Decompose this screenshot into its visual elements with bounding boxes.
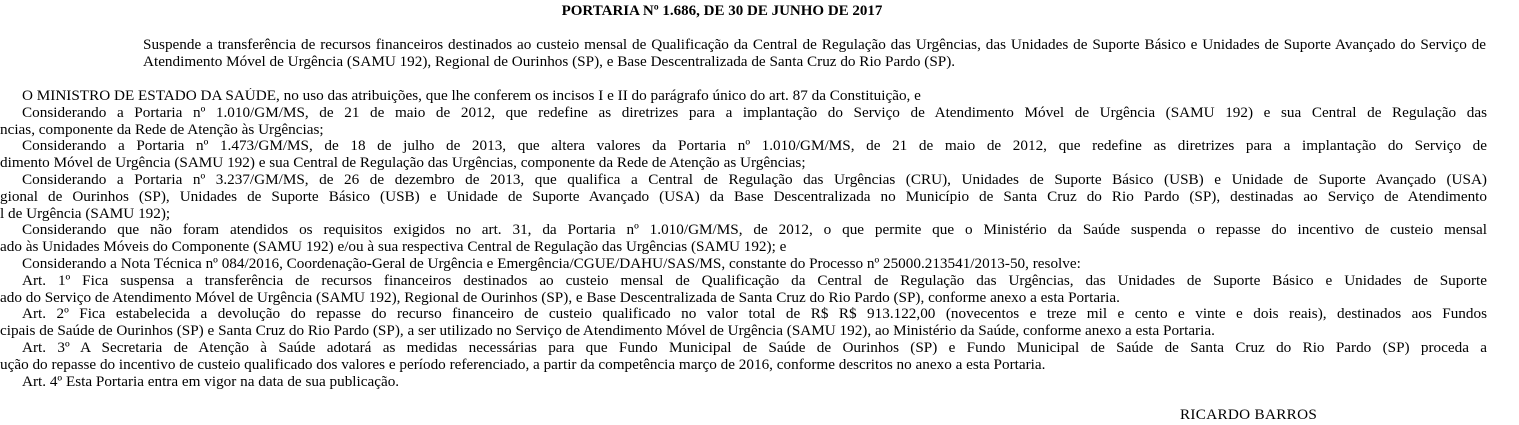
article-2-line-1: Art. 2º Fica estabelecida a devolução do repasse do recurso financeiro de custeio qualificado no valor total de R$ R$ 913.122,00 (novecentos e treze mil e cento e vinte e dois reais), destinados aos Fundos bbox=[22, 306, 1487, 323]
document-title: PORTARIA Nº 1.686, DE 30 DE JUNHO DE 2017 bbox=[561, 3, 883, 19]
article-1-line-2: ado do Serviço de Atendimento Móvel de Urgência (SAMU 192), Regional de Ourinhos (SP), e Base Descentralizada de Santa Cruz do Rio Pardo (SP), conforme anexo a esta Portaria. bbox=[0, 288, 1120, 306]
article-2-line-2: cipais de Saúde de Ourinhos (SP) e Santa Cruz do Rio Pardo (SP), a ser utilizado no Serviço de Atendimento Móvel de Urgência (SAMU 192), ao Ministério da Saúde, conforme anexo a esta Portaria. bbox=[0, 322, 1215, 340]
article-1-line-1: Art. 1º Fica suspensa a transferência de recursos financeiros destinados ao custeio mensal de Qualificação da Central de Regulação das Urgências, das Unidades de Suporte Básico e Unidades de Suporte bbox=[22, 272, 1487, 289]
article-3-line-1: Art. 3º A Secretaria de Atenção à Saúde adotará as medidas necessárias para que Fundo Municipal de Saúde de Ourinhos (SP) e Fundo Municipal de Saúde de Santa Cruz do Rio Pardo (SP) proceda a bbox=[22, 339, 1487, 356]
document-ementa: Suspende a transferência de recursos financeiros destinados ao custeio mensal de Qualificação da Central de Regulação das Urgências, das Unidades de Suporte Básico e Unidades de Suporte Avançado do Serviço de Atendimento Móvel de Urgência (SAMU 192), Regional de Ourinhos (SP), e Base Descentralizada de Santa Cruz do Rio Pardo (SP). bbox=[143, 36, 1486, 70]
considerando-1-line-2: ncias, componente da Rede de Atenção às Urgências; bbox=[0, 120, 324, 138]
considerando-4-line-2: ado às Unidades Móveis do Componente (SAMU 192) e/ou à sua respectiva Central de Regulação das Urgências (SAMU 192); e bbox=[0, 238, 787, 256]
considerando-3-line-3: l de Urgência (SAMU 192); bbox=[0, 204, 171, 222]
article-4-line-1: Art. 4º Esta Portaria entra em vigor na data de sua publicação. bbox=[22, 372, 400, 390]
considerando-1-line-1: Considerando a Portaria nº 1.010/GM/MS, de 21 de maio de 2012, que redefine as diretrizes para a implantação do Serviço de Atendimento Móvel de Urgência (SAMU 192) e sua Central de Regulação das bbox=[22, 104, 1487, 121]
considerando-5-line-1: Considerando a Nota Técnica nº 084/2016, Coordenação-Geral de Urgência e Emergência/CGUE/DAHU/SAS/MS, constante do Processo nº 25000.213541/2013-50, resolve: bbox=[22, 254, 1081, 272]
document-body bbox=[0, 88, 1487, 390]
article-3-line-2: ução do repasse do incentivo de custeio qualificado dos valores e período referenciado, a partir da competência março de 2016, conforme descritos no anexo a esta Portaria. bbox=[0, 355, 1046, 373]
considerando-2-line-2: dimento Móvel de Urgência (SAMU 192) e sua Central de Regulação das Urgências, componente da Rede de Atenção as Urgências; bbox=[0, 154, 806, 172]
signature: RICARDO BARROS bbox=[1180, 406, 1318, 423]
considerando-4-line-1: Considerando que não foram atendidos os requisitos exigidos no art. 31, da Portaria nº 1.010/GM/MS, de 2012, o que permite que o Ministério da Saúde suspenda o repasse do incentivo de custeio mensal bbox=[22, 222, 1487, 239]
considerando-3-line-2: gional de Ourinhos (SP), Unidades de Suporte Básico (USB) e Unidade de Suporte Avançado (USA) da Base Descentralizada no Município de Santa Cruz do Rio Pardo (SP), destinadas ao Serviço de Atendimento bbox=[0, 188, 1487, 205]
preamble-line: O MINISTRO DE ESTADO DA SAÚDE, no uso das atribuições, que lhe conferem os incisos I e II do parágrafo único do art. 87 da Constituição, e bbox=[22, 88, 921, 104]
considerando-2-line-1: Considerando a Portaria nº 1.473/GM/MS, de 18 de julho de 2013, que altera valores da Portaria nº 1.010/GM/MS, de 21 de maio de 2012, que redefine as diretrizes para a implantação do Serviço de bbox=[22, 138, 1487, 155]
considerando-3-line-1: Considerando a Portaria nº 3.237/GM/MS, de 26 de dezembro de 2013, que qualifica a Central de Regulação das Urgências (CRU), Unidades de Suporte Básico (USB) e Unidade de Suporte Avançado (USA) bbox=[22, 171, 1487, 188]
